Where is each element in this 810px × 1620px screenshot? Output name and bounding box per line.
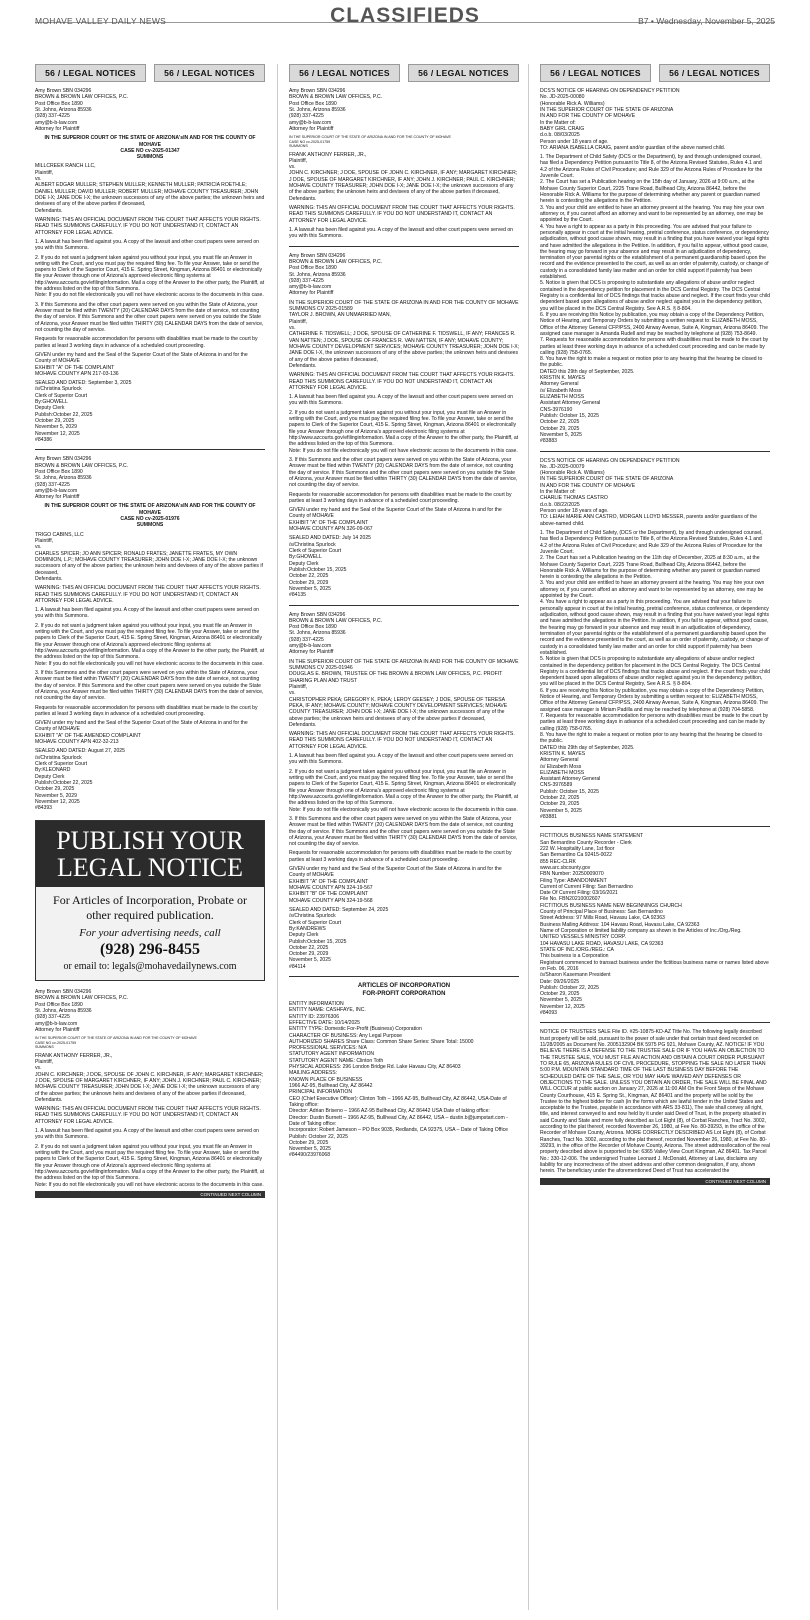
divider bbox=[289, 246, 519, 247]
columns bbox=[35, 64, 775, 1610]
column-1 bbox=[35, 64, 265, 1610]
legal-notice-summons bbox=[289, 612, 519, 971]
attorney-block: Amy Brown SBN 034296 BROWN & BROWN LAW OFFICES, P.C. Post Office Box 1890 St. Johns, Arizona 85936 (928) 337-4225 amy@b-b-law.com Attorney for Plaintiff bbox=[289, 611, 383, 656]
masthead bbox=[35, 4, 775, 50]
notice-body: FICTITIOUS BUSINESS NAME STATEMENT San Bernardino County Recorder - Clerk 222 W. Hospitality Lane, 1st floor San Bernardino Ca 92415-0022 855 REC-CLRK www.arc.sbcounty.gov FBN Number: 20250009070 Filing Type: ABANDONMENT Current of Current Filing: San Bernardino Date Of Current Filing: 03/16/2021 File No. FBN20210002607 FICTITIOUS BUSINESS NAME NEW BEGINNINGS CHURCH County of Principal Place of Business: San Bernardino Street Address: 97 Mills Road, Havasu Lake, CA 92363 Business Mailing Address: 104 Havasu Road, Havasu Lake, CA 92363 Name of Corporation or limited liability company as shown in the Articles of Inc./Org./Reg. UNITED VESSELS MINISTRY CORP. 104 HAVASU LAKE ROAD, HAVASU LAKE, CA 92363 STATE OF INC./ORG./REG.: CA This business is a Corporation Registrant commenced to transact business under the fictitious business name or names listed above on Feb. 06, 2016 /s/Sharon Kasemann President Date: 09/26/2025 Publish: October 22, 2025 October 29, 2025 November 5, 2025 November 12, 2025 #84093 bbox=[540, 833, 769, 1017]
divider bbox=[540, 826, 770, 827]
court-heading: IN THE SUPERIOR COURT OF THE STATE OF ARIZONA'sIN AND FOR THE COUNTY OF MOHAVE CASE NO cv-2025-01976 SUMMONS bbox=[44, 503, 256, 529]
column-2-headers bbox=[289, 64, 519, 82]
warning: WARNING: THIS AN OFFICIAL DOCUMENT FROM THE COURT THAT AFFECTS YOUR RIGHTS. READ THIS SUMMONS CAREFULLY. IF YOU DO NOT UNDERSTAND IT, CONTACT AN ATTORNEY FOR LEGAL ADVICE. bbox=[289, 731, 515, 750]
attorney-block: Amy Brown SBN 034296 BROWN & BROWN LAW OFFICES, P.C. Post Office Box 1890 St. Johns, Arizona 85936 (928) 337-4225 amy@b-b-law.com Attorney for Plaintiff bbox=[289, 88, 383, 132]
sealed-block: SEALED AND DATED: September 24, 2025 /s/Christina Spurlock Clerk of Superior Court By:KANDREWS Deputy Clerk Publish:October 15, 2025 October 22, 2025 October 29, 2029 November 5, 2025 #84114 bbox=[289, 906, 389, 970]
column-3-headers bbox=[540, 64, 770, 82]
paragraph: GIVEN under my hand and the Seal of the Superior Court of the State of Arizona in and for the County of MOHAVE EXHIBIT "A" OF THE COMPLAINT MOHAVE COUNTY APN 324-19-567 EXHIBIT "B" OF THE COMPLAINT MOHAVE COUNTY APN 324-19-568 bbox=[289, 866, 502, 904]
ad-line: For Articles of Incorporation, Probate or other required publication. bbox=[53, 893, 247, 923]
paragraph: 3. If this Summons and the other court papers were served on you within the State of Arizona, your Answer must be filed within TWENTY (20) CALENDAR DAYS from the date of service, not counting the day of service. If this Summons and the other court papers were served on you outside the State of Arizona, your Answer must be filed within THIRTY (30) CALENDAR DAYS from the date of service, not counting the day of service. bbox=[35, 669, 264, 702]
section-header: 56 / LEGAL NOTICES bbox=[289, 64, 400, 82]
section-title: CLASSIFIEDS bbox=[330, 4, 480, 27]
paragraph: 3. If this Summons and the other court papers were served on you within the State of Arizona, your Answer must be filed within TWENTY (20) CALENDAR DAYS from the date of service, not counting the day of service. If this Summons and the other court papers were served on you outside the State of Arizona, your Answer must be filed within THIRTY (30) CALENDAR DAYS from the date of service, not counting the day of service. bbox=[35, 301, 264, 333]
dcs-notice-hearing bbox=[540, 458, 770, 821]
parties: FRANK ANTHONY FERRER, JR., Plaintiff, vs. JOHN C. KIRCHNER; J DOE, SPOUSE OF JOHN C. KIRCHNER, IF ANY; MARGARET KIRCHNER; J DOE, SPOUSE OF MARGARET KIRCHNER, IF ANY; JOHN J. KIRCHNER; PAUL C. KIRCHNER; MOHAVE COUNTY TREASURER; JOHN DOE I-X; JANE DOE I-X; the unknown successors of any of the above parties; the unknown heirs and devisees of any of the above parties if deceased, Defendants. bbox=[289, 151, 518, 202]
divider bbox=[540, 1022, 770, 1023]
notice-heading: DCS'S NOTICE OF HEARING ON DEPENDENCY PETITION No. JD-2025-00080 (Honorable Rick A. Williams) IN THE SUPERIOR COURT OF THE STATE OF ARIZONA IN AND FOR THE COUNTY OF MOHAVE In the Matter of: BABY GIRL CRAIG d.o.b. 08/03/2025 Person under 18 years of age. TO: ARIANA ISABELLA CRAIG, parent and/or guardian of the above named child. bbox=[540, 88, 726, 151]
divider bbox=[35, 449, 265, 450]
paper-name: MOHAVE VALLEY DAILY NEWS bbox=[35, 16, 167, 26]
warning: WARNING: THIS AN OFFICIAL DOCUMENT FROM THE COURT THAT AFFECTS YOUR RIGHTS. READ THIS SUMMONS CAREFULLY. IF YOU DO NOT UNDERSTAND IT, CONTACT AN ATTORNEY FOR LEGAL ADVICE. bbox=[289, 372, 515, 391]
warning: WARNING: THIS AN OFFICIAL DOCUMENT FROM THE COURT THAT AFFECTS YOUR RIGHTS. READ THIS SUMMONS CAREFULLY. IF YOU DO NOT UNDERSTAND IT, CONTACT AN ATTORNEY FOR LEGAL ADVICE. bbox=[35, 1106, 261, 1125]
notice-body: NOTICE OF TRUSTEES SALE File ID. #25-10875-KD-AZ Title No. The following legally described trust property will be sold, pursuant to the power of sale under that certain trust deed recorded on 11/28/2005 as Document No. 2005132904 BK 5975 PG 921, Mohave County, AZ. NOTICE! IF YOU BELIEVE THERE IS A DEFENSE TO THE TRUSTEE SALE OR IF YOU HAVE AN OBJECTION TO THE TRUSTEE SALE, YOU MUST FILE AN ACTION AND OBTAIN A COURT ORDER PURSUANT TO RULE 65, ARIZONA RULES OF CIVIL PROCEDURE, STOPPING THE SALE NO LATER THAN 5:00 P.M. MOUNTAIN STANDARD TIME OF THE LAST BUSINESS DAY BEFORE THE SCHEDULED DATE OF THE SALE, OR YOU MAY HAVE WAIVED ANY DEFENSES OR OBJECTIONS TO THE SALE. UNLESS YOU OBTAIN AN ORDER, THE SALE WILL BE FINAL AND WILL OCCUR at public auction on January 27, 2026 at 11:00 AM On the Front Steps of the Mohave County Courthouse, 415 E. Spring St., Kingman, AZ 86401 and the property will be sold by the Trustee to the highest bidder for cash (in the forms which are lawful tender in the United States and acceptable to the Trustee, payable in accordance with ARS 33-811), The sale shall convey all right, title, and interest conveyed to and now held by it under said Deed of Trust, in the property situated in said County and State and more fully described as Lot Eight (8), of Corbat Ranches, Tract No. 3002, according to the plat thereof, recorded November 26, 1980, at Fee No. 80-39293, in the office of the Recorder of Mohave County, Arizona. MORE CORRECTLY DESCRIBED AS Lot Eight (8), of Corbat Ranches, Tract No. 3002, according to the plat thereof, recorded November 26, 1980, at Fee No. 80-39293, in the office of the Recorder of Mohave County, Arizona. The street address/location of the real property described above is purported to be: 6365 Valley View Court Kingman, AZ 86401. Tax Parcel No.: 330-12-006. The undersigned Trustee Leonard J. McDonald, Attorney at Law, disclaims any liability for any incorrectness of the street address and other common designation, if any, shown herein. The beneficiary under the aforementioned Deed of Trust has accelerated the bbox=[540, 1029, 770, 1175]
court-heading: IN THE SUPERIOR COURT OF THE STATE OF ARIZONA IN AND FOR THE COUNTY OF MOHAVE CASE NO cv-2025-01759 SUMMONS bbox=[35, 1036, 197, 1050]
paragraph: Requests for reasonable accommodation for persons with disabilities must be made to the court by parties at least 3 working days in advance of a scheduled court proceeding. bbox=[289, 491, 512, 504]
publish-legal-notice-ad bbox=[35, 820, 265, 982]
notice-body: 1. The Department of Child Safety, (DCS or the Department), by and through undersigned counsel, has filed a Dependency Petition pursuant to Title 8, of the Arizona Revised Statutes, Rules 4.1 and 4.2 of the Arizona Rules of Civil Procedure; and Rule 329 of the Arizona Rules of Procedure for the Juvenile Court. 2. The Court has set a Publication hearing on the 11th day of December, 2025 at 8:30 a.m., at the Mohave County Superior Court, 2225 Trane Road, Bullhead City, Arizona 86442, before the Honorable Rick A. Williams for the purpose of determining whether any parent or guardian named herein is contesting the allegations in the Petition. 3. You and your child are entitled to have an attorney present at the hearing. You may hire your own attorney or, if you cannot afford an attorney and want to be represented by an attorney, one may be appointed by the Court. 4. You have a right to appear as a party in this proceeding. You are advised that your failure to personally appear in court at the initial hearing, pretrial conference, status conference, or dependency adjudication, without good cause shown, may result in a finding that you have waived your legal rights and have admitted the allegations in the Petition. In addition, if you fail to appear, without good cause, the hearing may go forward in your absence and may result in an adjudication of dependency, termination of your parental rights or the establishment of a permanent guardianship based upon the record and the evidence presented to the court, as well as an order of paternity, custody, or change of custody in a consolidated family law matter and an order for child support if paternity has been established. 5. Notice is given that DCS is proposing to substantiate any allegations of abuse and/or neglect contained in the dependency petition for placement in the DCS Central Registry. The DCS Central Registry is a confidential list of DCS findings that tracks abuse and neglect. If the court finds your child dependent based upon allegations of abuse and/or neglect against you in the dependency petition, you will be placed in the DCS Central Registry, See A.R.S. § 8-804. 6. If you are receiving this Notice by publication, you may obtain a copy of the Dependency Petition, Notice of Hearing, and Temporary Orders by submitting a written request to: ELIZABETH MOSS, Office of the Attorney General CFP/PSS, 2400 Airway Avenue, Suite A, Kingman, Arizona 86409. The assigned case manager is Miriam Padilla and may be reached by telephone at (928) 704-5858. 7. Requests for reasonable accommodation for persons with disabilities must be made to the court by parties at least three working days in advance of a scheduled court proceeding and can be made by calling (928) 758-0765. 8. You have the right to make a request or motion prior to any hearing that the hearing be closed to the public. DATED this 29th day of September, 2025. KRISTIN K. MAYES Attorney General /s/ Elizabeth Moss ELIZABETH MOSS Assistant Attorney General CNS-3976589 Publish: October 15, 2025 October 22, 2025 October 29, 2025 November 5, 2025 #83881 bbox=[540, 529, 770, 820]
legal-notice-summons bbox=[35, 456, 265, 811]
articles-of-incorporation bbox=[289, 983, 519, 1159]
section-header: 56 / LEGAL NOTICES bbox=[659, 64, 770, 82]
ad-title: PUBLISH YOUR LEGAL NOTICE bbox=[36, 821, 264, 888]
paragraph: 2. If you do not want a judgment taken against you without your input, you must file an Answer in writing with the Court, and you must pay the required filing fee. To file your Answer, take or send the papers to Clerk of the Superior Court, 415 E. Spring Street, Kingman, Arizona 86401 or electronically file your Answer through one of Arizona's approved electronic filing systems at http://www.azcourts.gov/efilinginformation. Mail a copy of the Answer to the other party, the Plaintiff, at the address listed on the top of this Summons. Note: If you do not file electronically you will not have electronic access to the documents in this case. bbox=[35, 254, 265, 299]
divider bbox=[289, 976, 519, 977]
court-heading: IN THE SUPERIOR COURT OF THE STATE OF ARIZONA'sIN AND FOR THE COUNTY OF MOHAVE CASE NO cv-2025-01347 SUMMONS bbox=[44, 135, 256, 161]
paragraph: GIVEN under my hand and the Seal of the Superior Court of the State of Arizona in and for the County of MOHAVE EXHIBIT "A" OF THE COMPLAINT MOHAVE COUNTY APN 217-03-136 bbox=[35, 351, 248, 377]
paragraph: 1. A lawsuit has been filed against you. A copy of the lawsuit and other court papers were served on you with this Summons. bbox=[289, 394, 513, 407]
continued-bar: CONTINUED NEXT COLUMN bbox=[540, 1178, 770, 1186]
court-heading: IN THE SUPERIOR COURT OF THE STATE OF ARIZONA IN AND FOR THE COUNTY OF MOHAVE SUMMONS CV 2025-01589 TAYLOR J. BROWN, AN UNMARRIED MAN, Plaintiff, vs. CATHERINE F. TIDSWELL; J DOE, SPOUSE OF CATHERINE F. TIDSWELL, IF ANY; FRANCES R. VAN NATTEN; J DOE, SPOUSE OF FRANCES R. VAN NATTEN, IF ANY; MOHAVE COUNTY; MOHAVE COUNTY DEVELOPMENT SERVICES; MOHAVE COUNTY TREASURER; JOHN DOE I-X; JANE DOE I-X, the unknown successors of any of the above parties; the unknown heirs and devisees of any of the above parties if deceased, Defendants. bbox=[289, 299, 519, 369]
paragraph: GIVEN under my hand and the Seal of the Superior Court of the State of Arizona in and for the County of MOHAVE EXHIBIT "A" OF THE AMENDED COMPLAINT MOHAVE COUNTY APN 402-32-213 bbox=[35, 720, 248, 746]
attorney-block: Amy Brown SBN 034296 BROWN & BROWN LAW OFFICES, P.C. Post Office Box 1890 St. Johns, Arizona 85936 (928) 337-4225 amy@b-b-law.com Attorney for Plaintiff bbox=[35, 989, 129, 1033]
section-header: 56 / LEGAL NOTICES bbox=[154, 64, 265, 82]
column-separator bbox=[528, 64, 529, 1610]
notice-body: 1. The Department of Child Safety (DCS or the Department), by and through undersigned counsel, has filed a Dependency Petition pursuant to Title 8, of the Arizona Revised Statutes, Rules 4.1 and 4.2 of the Arizona Rules of Civil Procedure; and Rule 329 of the Arizona Rules of Procedure for the Juvenile Court. 2. The Court has set a Publication hearing on the 15th day of January, 2026 at 9:00 a.m., at the Mohave County Superior Court, 2225 Trane Road, Bullhead City, Arizona 86442, before the Honorable Rick A. Williams for the purpose of determining whether any parent or guardian named herein is contesting the allegations in the Petition. 3. You and your child are entitled to have an attorney present at the hearing. You may hire your own attorney or, if you cannot afford an attorney and want to be represented by an attorney, one may be appointed by the Court. 4. You have a right to appear as a party in this proceeding. You are advised that your failure to personally appear in court at the initial hearing, pretrial conference, status conference, or dependency adjudication, without good cause shown, may result in a finding that you have waived your legal rights and have admitted the allegations in the Petition. In addition, if you fail to appear, without good cause, the hearing may go forward in your absence and may result in an adjudication of dependency, termination of your parental rights or the establishment of a permanent guardianship based upon the record and the evidence presented to the court, as well as an order of paternity, custody, or change of custody in a consolidated family law matter and an order for child support if paternity has been established. 5. Notice is given that DCS is proposing to substantiate any allegations of abuse and/or neglect contained in the dependency petition for placement in the DCS Central Registry. The DCS Central Registry is a confidential list of DCS findings that tracks abuse and neglect. If the court finds your child dependent based upon allegations of abuse and/or neglect against you in the dependency petition, you will be placed in the DCS Central Registry. See A.R.S. § 8-804. 6. If you are receiving this Notice by publication, you may obtain a copy of the Dependency Petition, Notice of Hearing, and Temporary Orders by submitting a written request to: ELIZABETH MOSS, Office of the Attorney General CFP/PSS, 2400 Airway Avenue, Suite A, Kingman, Arizona 86409. The assigned case manager is Amanda Rudell and may be reached by telephone at (928) 753-8649. 7. Requests for reasonable accommodation for persons with disabilities must be made to the court by parties at least three working days in advance of a scheduled court proceeding and can be made by calling (928) 758-0765. 8. You have the right to make a request or motion prior to any hearing that the hearing be closed to the public. DATED this 29th day of September, 2025. KRISTIN K. MAYES Attorney General /s/ Elizabeth Moss ELIZABETH MOSS Assistant Attorney General CNS-3976190 Publish: October 15, 2025 October 22, 2025 October 29, 2025 November 5, 2025 #83883 bbox=[540, 154, 770, 445]
paragraph: Requests for reasonable accommodation for persons with disabilities must be made to the court by parties at least 3 working days in advance of a scheduled court proceeding. bbox=[35, 336, 258, 349]
paragraph: 1. A lawsuit has been filed against you. A copy of the lawsuit and other court papers were served on you with this Summons. bbox=[35, 238, 259, 252]
paragraph: 2. If you do not want a judgment taken against you without your input, you must file an Answer in writing with the Court, and you must pay the required filing fee. To file your Answer, take or send the papers to Clerk of the Superior Court, 415 E. Spring Street, Kingman, Arizona 86401 or electronically file your Answer through one of Arizona's approved electronic filing systems at http://www.azcourts.gov/efilinginformation. Mail a copy of the Answer to the other party, the Plaintiff, at the address listed on the top of this Summons. Note: If you do not file electronically you will not have electronic access to the documents in this case. bbox=[35, 622, 265, 667]
aoi-body: ENTITY INFORMATION ENTITY NAME: CASHFAYE, INC. ENTITY ID: 23976306 EFFECTIVE DATE: 10/14/2025 ENTITY TYPE: Domestic For-Profit (Business) Corporation CHARACTER OF BUSINESS: Any Legal Purpose AUTHORIZED SHARES Share Class: Common Share Series: Share Total: 15000 PROFESSIONAL SERVICES: N/A STATUTORY AGENT INFORMATION STATUTORY AGENT NAME: Clinton Toth PHYSICAL ADDRESS: 296 London Bridge Rd. Lake Havasu City, AZ 86403 MAILING ADDRESS: KNOWN PLACE OF BUSINESS 1966 AZ-95, Bullhead City, AZ 86442 PRINCIPAL INFORMATION CEO (Chief Executive Officer): Clinton Toth – 1966 AZ-95, Bullhead City, AZ 86442, USA-Date of Taking office: Director: Adrian Briseno – 1966 AZ-95 Bullhead City, AZ 86442 USA Date of taking office: Director: Dustin Burnett – 1966 AZ-95, Bullhead City, AZ 86442, USA – dustin.b@jumpstart.com - Date of Taking office: Incorporator: Robert Jameson – PO Box 9035, Redlands, CA 92375, USA – Date of Taking Office Publish: October 22, 2025 October 29, 2025 November 5, 2025 #84490/23976068 bbox=[289, 1000, 508, 1159]
legal-notice-summons bbox=[289, 253, 519, 599]
legal-notice-summons bbox=[35, 88, 265, 443]
paragraph: 2. If you do not want a judgment taken against you without your input, you must file an Answer in writing with the Court, and you must pay the required filing fee. To file your Answer, take or send the papers to Clerk of the Superior Court, 415 E. Spring Street, Kingman, Arizona 86401 or electronically file your Answer through one of Arizona's approved electronic filing systems at http://www.azcourts.gov/efilinginformation. Mail a copy of the Answer to the other party, the Plaintiff, at the address listed on the top of this Summons. Note: If you do not file electronically you will not have electronic access to the documents in this case. bbox=[289, 768, 519, 813]
column-2 bbox=[289, 64, 519, 1610]
paragraph: 1. A lawsuit has been filed against you. A copy of the lawsuit and other court papers were served on you with this Summons. bbox=[35, 607, 259, 620]
paragraph: GIVEN under my hand and the Seal of the Superior Court of the State of Arizona in and for the County of MOHAVE EXHIBIT "A" OF THE COMPLAINT MOHAVE COUNTY APN 326-09-067 bbox=[289, 507, 502, 533]
parties: MILLCREEK RANCH LLC, Plaintiff, vs. ALBERT EDGAR MULLER; STEPHEN MULLER; KENNETH MULLER; PATRICIA ROETHLE; DANIEL MULLER; DAVID MULLER; ROBERT MULLER; MOHAVE COUNTY TREASURER; JOHN DOE I-X; JANE DOE I-X; the unknown successors of any of the above parties; the unknown heirs and devisees of any of the above parties if deceased, Defendants. bbox=[35, 163, 265, 214]
legal-notice-summons bbox=[35, 989, 265, 1198]
warning: WARNING: THIS AN OFFICIAL DOCUMENT FROM THE COURT THAT AFFECTS YOUR RIGHTS. READ THIS SUMMONS CAREFULLY. IF YOU DO NOT UNDERSTAND IT, CONTACT AN ATTORNEY FOR LEGAL ADVICE. bbox=[35, 216, 261, 236]
fictitious-business-name bbox=[540, 833, 770, 1016]
paragraph: 2. If you do not want a judgment taken against you without your input, you must file an Answer in writing with the Court, and you must pay the required filing fee. To file your Answer, take or send the papers to Clerk of the Superior Court, 415 E. Spring Street, Kingman, Arizona 86401 or electronically file your Answer through one of Arizona's approved electronic filing systems at http://www.azcourts.gov/efilinginformation. Mail a copy of the Answer to the other party, the Plaintiff, at the address listed on the top of this Summons. Note: If you do not file electronically you will not have electronic access to the documents in this case. bbox=[289, 409, 519, 454]
paragraph: 1. A lawsuit has been filed against you. A copy of the lawsuit and other court papers were served on you with this Summons. bbox=[35, 1128, 259, 1141]
paragraph: 2. If you do not want a judgment taken against you without your input, you must file an Answer in writing with the Court, and you must pay the required filing fee. To file your Answer, take or send the papers to Clerk of the Superior Court, 415 E. Spring Street, Kingman, Arizona 86401 or electronically file your Answer through one of Arizona's approved electronic filing systems at http://www.azcourts.gov/efilinginformation. Mail a copy of the Answer to the other party, the Plaintiff, at the address listed on the top of this Summons. Note: If you do not file electronically you will not have electronic access to the documents in this case. bbox=[35, 1143, 265, 1188]
legal-notice-summons bbox=[289, 88, 519, 240]
aoi-title: ARTICLES OF INCORPORATION FOR-PROFIT CORPORATION bbox=[357, 983, 451, 997]
continued-bar: CONTINUED NEXT COLUMN bbox=[35, 1191, 265, 1199]
parties: FRANK ANTHONY FERRER, JR., Plaintiff, vs. JOHN C. KIRCHNER; J DOE, SPOUSE OF JOHN C. KIRCHNER, IF ANY; MARGARET KIRCHNER; J DOE, SPOUSE OF MARGARET KIRCHNER, IF ANY; JOHN J. KIRCHNER; PAUL C. KIRCHNER; MOHAVE COUNTY TREASURER; JOHN DOE I-X; JANE DOE I-X; the unknown successors of any of the above parties; the unknown heirs and devisees of any of the above parties if deceased, Defendants. bbox=[35, 1052, 264, 1103]
divider bbox=[289, 605, 519, 606]
notice-heading: DCS'S NOTICE OF HEARING ON DEPENDENCY PETITION No. JD-2025-00079 (Honorable Rick A. Williams) IN THE SUPERIOR COURT OF THE STATE OF ARIZONA IN AND FOR THE COUNTY OF MOHAVE In the Matter of: CHARLIE THOMAS CASTRO d.o.b. 08/22/2025 Person under 18 years of age. TO: LEIAH MARIE ANN CASTRO, MORGAN LLOYD MESSER, parents and/or guardians of the above-named child. bbox=[540, 457, 758, 527]
divider bbox=[540, 451, 770, 452]
paragraph: 3. If this Summons and the other court papers were served on you within the State of Arizona, your Answer must be filed within TWENTY (20) CALENDAR DAYS from the date of service, not counting the day of service. If this Summons and the other court papers were served on you outside the State of Arizona, your Answer must be filed within THIRTY (30) CALENDAR DAYS from the date of service, not counting the day of service. bbox=[289, 815, 518, 848]
section-header: 56 / LEGAL NOTICES bbox=[35, 64, 146, 82]
attorney-block: Amy Brown SBN 034296 BROWN & BROWN LAW OFFICES, P.C. Post Office Box 1890 St. Johns, Arizona 85936 (928) 337-4225 amy@b-b-law.com Attorney for Plaintiff bbox=[35, 88, 129, 132]
warning: WARNING: THIS AN OFFICIAL DOCUMENT FROM THE COURT THAT AFFECTS YOUR RIGHTS. READ THIS SUMMONS CAREFULLY. IF YOU DO NOT UNDERSTAND IT, CONTACT AN ATTORNEY FOR LEGAL ADVICE. bbox=[289, 205, 515, 224]
sealed-block: SEALED AND DATED: September 3, 2025 /s/Christina Spurlock Clerk of Superior Court By:GHOWELL Deputy Clerk Publish:October 22, 2025 October 29, 2025 November 5, 2029 November 12, 2025 #84386 bbox=[35, 380, 132, 443]
parties: TRIGO CABINS, LLC Plaintiff, vs. CHARLES SPICER; JO ANN SPICER; RONALD FRATES; JANETTE FRATES, MY OWN DOMINION, L.P.; MOHAVE COUNTY TREASURER; JOHN DOE I-X; JANE DOE I-X; the unknown successors of any of the above parties; the unknown heirs and devisees of any of the above parties if deceased, Defendants. bbox=[35, 531, 263, 582]
paragraph: 3. If this Summons and the other court papers were served on you within the State of Arizona, your Answer must be filed within TWENTY (20) CALENDAR DAYS from the date of service, not counting the day of service. If this Summons and the other court papers were served on you outside the State of Arizona, your Answer must be filed within THIRTY (30) CALENDAR DAYS from the date of service, not counting the day of service. bbox=[289, 456, 518, 489]
dcs-notice-hearing bbox=[540, 88, 770, 445]
paragraph: 1. A lawsuit has been filed against you. A copy of the lawsuit and other court papers were served on you with this Summons. bbox=[289, 226, 513, 240]
ad-body bbox=[36, 887, 264, 980]
attorney-block: Amy Brown SBN 034296 BROWN & BROWN LAW OFFICES, P.C. Post Office Box 1890 St. Johns, Arizona 85936 (928) 337-4225 amy@b-b-law.com Attorney for Plaintiff bbox=[289, 252, 383, 297]
ad-email: or email to: legals@mohavedailynews.com bbox=[63, 961, 237, 973]
sealed-block: SEALED AND DATED: August 27, 2025 /s/Christina Spurlock Clerk of Superior Court By:KLEONARD Deputy Clerk Publish:October 22, 2025 October 29, 2025 November 5, 2029 November 12, 2025 #84393 bbox=[35, 748, 125, 812]
column-separator bbox=[277, 64, 278, 1610]
page-date: B7 • Wednesday, November 5, 2025 bbox=[638, 16, 775, 26]
ad-phone: (928) 296-8455 bbox=[100, 941, 200, 959]
column-3 bbox=[540, 64, 770, 1610]
trustees-sale-notice bbox=[540, 1029, 770, 1185]
paragraph: Requests for reasonable accommodation for persons with disabilities must be made to the court by parties at least 3 working days in advance of a scheduled court proceeding. bbox=[289, 850, 512, 863]
column-1-headers bbox=[35, 64, 265, 82]
court-heading: IN THE SUPERIOR COURT OF THE STATE OF ARIZONA IN AND FOR THE COUNTY OF MOHAVE SUMMONS CV 2025-01946 DOUGLAS E. BROWN, TRUSTEE OF THE BROWN & BROWN LAW OFFICES, P.C. PROFIT SHARING PLAN AND TRUST Plaintiff, vs. CHRISTOPHER PEKA; GREGORY K. PEKA; LEROY GEESEY; J DOE, SPOUSE OF TERESA PEKA, IF ANY; MOHAVE COUNTY; MOHAVE COUNTY DEVELOPMENT SERVICES; MOHAVE COUNTY TREASURER; JOHN DOE I-X; JANE DOE I-X; the unknown successors of any of the above parties; the unknown heirs and devisees of any of the above parties if deceased, Defendants. bbox=[289, 658, 519, 728]
section-header: 56 / LEGAL NOTICES bbox=[408, 64, 519, 82]
section-header: 56 / LEGAL NOTICES bbox=[540, 64, 651, 82]
attorney-block: Amy Brown SBN 034296 BROWN & BROWN LAW OFFICES, P.C. Post Office Box 1890 St. Johns, Arizona 85936 (928) 337-4225 amy@b-b-law.com Attorney for Plaintiff bbox=[35, 456, 129, 501]
paragraph: 1. A lawsuit has been filed against you. A copy of the lawsuit and other court papers were served on you with this Summons. bbox=[289, 753, 513, 766]
paragraph: Requests for reasonable accommodation for persons with disabilities must be made to the court by parties at least 3 working days in advance of a scheduled court proceeding. bbox=[35, 704, 258, 717]
ad-call-text: For your advertising needs, call bbox=[79, 927, 221, 940]
warning: WARNING: THIS AN OFFICIAL DOCUMENT FROM THE COURT THAT AFFECTS YOUR RIGHTS. READ THIS SUMMONS CAREFULLY. IF YOU DO NOT UNDERSTAND IT, CONTACT AN ATTORNEY FOR LEGAL ADVICE. bbox=[35, 585, 261, 604]
court-heading: IN THE SUPERIOR COURT OF THE STATE OF ARIZONA IN AND FOR THE COUNTY OF MOHAVE CASE NO cv-2025-01759 SUMMONS bbox=[289, 135, 451, 149]
sealed-block: SEALED AND DATED: July 14 2025 /s/Christina Spurlock Clerk of Superior Court By:GHOWELL Deputy Clerk Publish:October 15, 2025 October 22, 2025 October 29, 2029 November 5, 2025 #84135 bbox=[289, 535, 372, 599]
